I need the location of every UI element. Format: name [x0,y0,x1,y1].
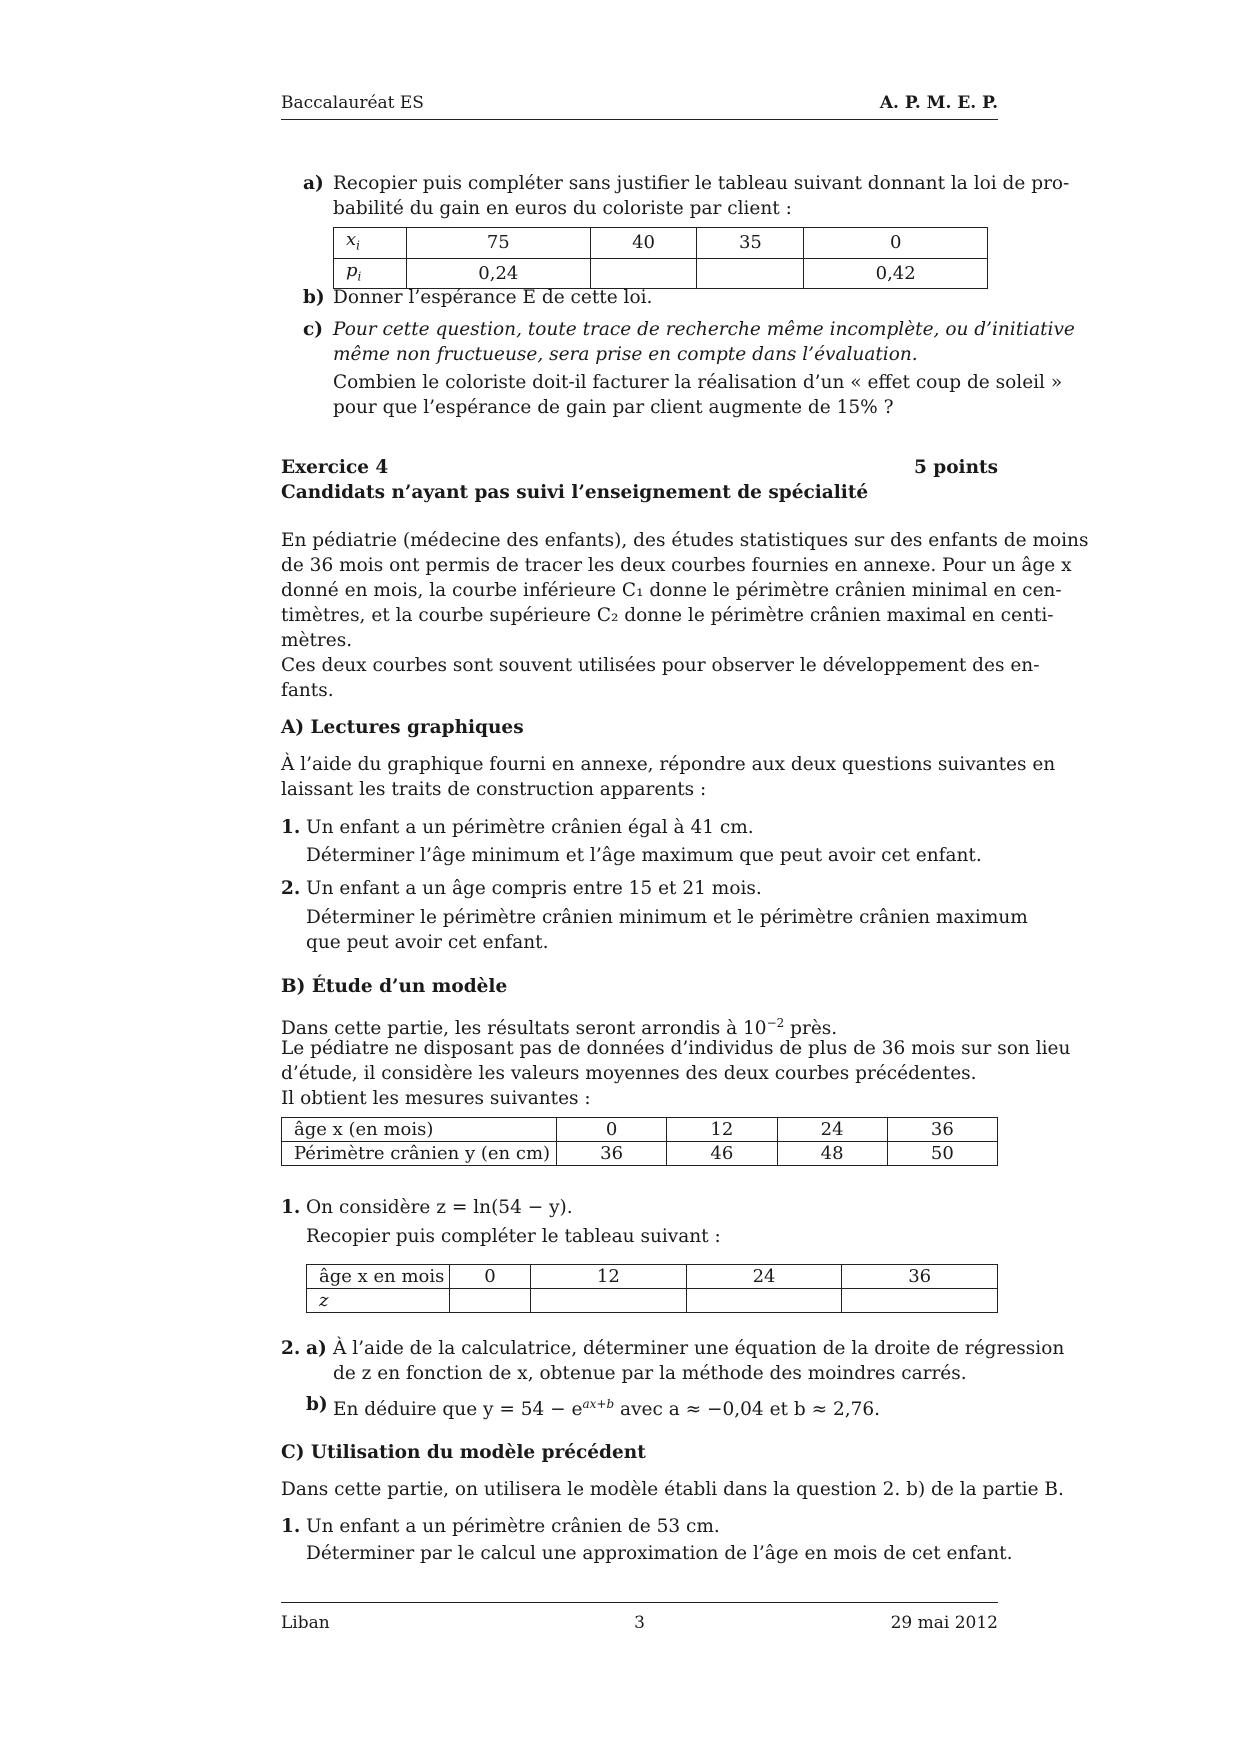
part-b-text: Donner l’espérance E de cette loi. [333,287,653,308]
question-number: 1. [281,1516,301,1537]
table-cell: 35 [697,228,804,259]
table-cell: 0 [804,228,988,259]
section-a-line: laissant les traits de construction apparents : [281,779,707,800]
intro-line: de 36 mois ont permis de tracer les deux courbes fournies en annexe. Pour un âge x [281,555,1072,576]
exercise-subtitle: Candidats n’ayant pas suivi l’enseignement de spécialité [281,482,869,503]
part-a-line1: Recopier puis compléter sans justifier le tableau suivant donnant la loi de pro- [333,173,1070,194]
exercise-points: 5 points [913,457,998,478]
section-b-line: Dans cette partie, les résultats seront arrondis à $10^{-2}$ près. [281,1016,838,1040]
table-cell: 36 [557,1142,667,1166]
footer-left: Liban [281,1613,330,1633]
table-cell [450,1289,531,1313]
intro-line: timètres, et la courbe supérieure C₂ donne le périmètre crânien maximal en centi- [281,605,1054,626]
table-cell: 12 [667,1118,777,1142]
question-text: Déterminer par le calcul une approximation de l’âge en mois de cet enfant. [306,1543,1013,1564]
question-number: 1. [281,817,301,838]
table-cell: 0 [557,1118,667,1142]
sub-question-marker: a) [306,1338,327,1359]
page-header [281,93,998,120]
table-cell [842,1289,998,1313]
table-cell [686,1289,842,1313]
table-cell: 0,42 [804,258,988,289]
part-a-line2: babilité du gain en euros du coloriste par client : [333,198,792,219]
table-header-cell: Périmètre crânien y (en cm) [282,1142,557,1166]
footer-date: 29 mai 2012 [890,1613,998,1633]
part-c-italic1: Pour cette question, toute trace de recherche même incomplète, ou d’initiative [333,319,1075,340]
question-text: Un enfant a un périmètre crânien égal à 41 cm. [306,817,754,838]
exercise-title: Exercice 4 [281,457,389,478]
measurements-table [281,1117,998,1166]
section-c-title: C) Utilisation du modèle précédent [281,1442,646,1463]
table-cell: 0,24 [407,258,591,289]
question-text: que peut avoir cet enfant. [306,932,549,953]
part-c-italic2: même non fructueuse, sera prise en compte dans l’évaluation. [333,344,918,365]
part-c-line1: Combien le coloriste doit-il facturer la réalisation d’un « effet coup de soleil » [333,372,1063,393]
question-text: de z en fonction de x, obtenue par la méthode des moindres carrés. [333,1363,967,1384]
header-left: Baccalauréat ES [281,93,424,113]
question-text: Un enfant a un âge compris entre 15 et 21 mois. [306,878,762,899]
intro-line: donné en mois, la courbe inférieure C₁ donne le périmètre crânien minimal en cen- [281,580,1062,601]
intro-line: Ces deux courbes sont souvent utilisées pour observer le développement des en- [281,655,1040,676]
question-number: 1. [281,1197,301,1218]
table-cell: 0 [450,1265,531,1289]
sub-question-marker: b) [306,1394,328,1415]
table-header-cell: $p_i$ [334,258,407,289]
page-footer [281,1602,998,1633]
probability-table [333,227,988,289]
table-header-cell: $x_i$ [334,228,407,259]
part-a-marker: a) [303,173,324,194]
section-c-line: Dans cette partie, on utilisera le modèle établi dans la question 2. b) de la partie B. [281,1479,1064,1500]
header-right: A. P. M. E. P. [879,93,998,113]
question-number: 2. [281,1338,301,1359]
table-cell: 50 [887,1142,997,1166]
section-a-line: À l’aide du graphique fourni en annexe, répondre aux deux questions suivantes en [281,754,1056,775]
page-number: 3 [634,1613,645,1633]
table-cell: 36 [842,1265,998,1289]
question-text: Déterminer l’âge minimum et l’âge maximum que peut avoir cet enfant. [306,845,982,866]
question-text: Un enfant a un périmètre crânien de 53 cm. [306,1516,720,1537]
table-cell: 24 [686,1265,842,1289]
z-table [306,1264,998,1313]
table-cell: 75 [407,228,591,259]
intro-line: fants. [281,680,334,701]
section-b-line: Il obtient les mesures suivantes : [281,1088,591,1109]
table-cell: 46 [667,1142,777,1166]
section-b-title: B) Étude d’un modèle [281,976,508,997]
table-cell: 24 [777,1118,887,1142]
intro-line: mètres. [281,630,353,651]
section-a-title: A) Lectures graphiques [281,717,524,738]
table-cell [697,258,804,289]
intro-line: En pédiatrie (médecine des enfants), des études statistiques sur des enfants de moins [281,530,1089,551]
question-text: Recopier puis compléter le tableau suivant : [306,1226,721,1247]
question-text: En déduire que $y = 54 - e^{ax+b}$ avec a ≈ −0,04 et b ≈ 2,76. [333,1397,881,1421]
section-b-line: d’étude, il considère les valeurs moyennes des deux courbes précédentes. [281,1063,977,1084]
question-text: On considère z = ln(54 − y). [306,1197,573,1218]
table-cell: 48 [777,1142,887,1166]
table-header-cell: âge x (en mois) [282,1118,557,1142]
table-cell: 40 [590,228,697,259]
part-c-marker: c) [303,319,324,340]
part-b-marker: b) [303,287,325,308]
table-cell: 36 [887,1118,997,1142]
question-number: 2. [281,878,301,899]
table-cell [531,1289,687,1313]
question-text: À l’aide de la calculatrice, déterminer une équation de la droite de régression [333,1338,1065,1359]
section-b-line: Le pédiatre ne disposant pas de données d’individus de plus de 36 mois sur son lieu [281,1038,1071,1059]
part-c-line2: pour que l’espérance de gain par client augmente de 15% ? [333,397,894,418]
table-header-cell: âge x en mois [307,1265,450,1289]
question-text: Déterminer le périmètre crânien minimum et le périmètre crânien maximum [306,907,1028,928]
table-header-cell: z [307,1289,450,1313]
table-cell: 12 [531,1265,687,1289]
